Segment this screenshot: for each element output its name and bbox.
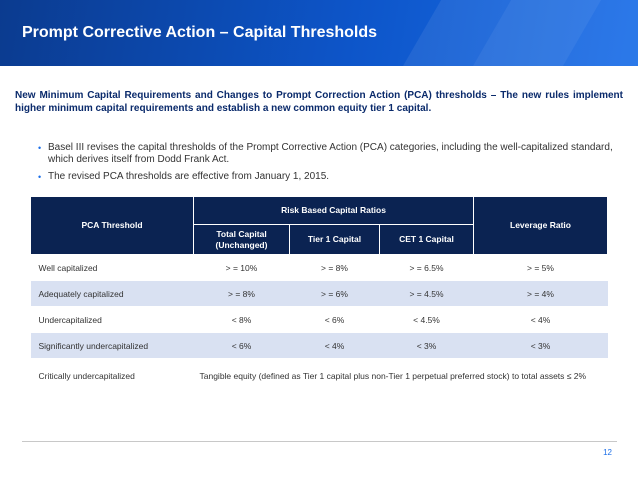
cell-cet1-capital: > = 4.5%	[380, 281, 474, 307]
subheader-total-capital-line2: (Unchanged)	[215, 239, 268, 250]
cell-leverage-ratio: > = 5%	[474, 255, 608, 281]
header-leverage-ratio: Leverage Ratio	[474, 197, 608, 255]
cell-total-capital: < 6%	[194, 333, 290, 359]
cell-total-capital: > = 10%	[194, 255, 290, 281]
bullet-item	[38, 171, 628, 183]
cell-total-capital: < 8%	[194, 307, 290, 333]
cell-cet1-capital: < 3%	[380, 333, 474, 359]
bullet-item	[38, 142, 628, 166]
subheader-total-capital-line1: Total Capital	[216, 228, 267, 239]
row-label: Significantly undercapitalized	[31, 333, 194, 359]
table-row	[31, 307, 608, 333]
table-row	[31, 359, 608, 394]
cell-critical-note: Tangible equity (defined as Tier 1 capital plus non-Tier 1 perpetual preferred stock) to total assets ≤ 2%	[194, 359, 608, 394]
bullet-text: The revised PCA thresholds are effective from January 1, 2015.	[48, 171, 330, 182]
footer-divider	[22, 441, 617, 442]
table-row	[31, 333, 608, 359]
bullet-icon: •	[38, 143, 42, 153]
header-pca-threshold: PCA Threshold	[31, 197, 194, 255]
bullet-list	[38, 142, 628, 188]
row-label: Adequately capitalized	[31, 281, 194, 307]
subheader-cet1-capital: CET 1 Capital	[380, 225, 474, 255]
row-label: Well capitalized	[31, 255, 194, 281]
cell-leverage-ratio: > = 4%	[474, 281, 608, 307]
pca-threshold-table	[30, 196, 608, 394]
cell-total-capital: > = 8%	[194, 281, 290, 307]
cell-tier1-capital: < 4%	[290, 333, 380, 359]
row-label: Undercapitalized	[31, 307, 194, 333]
bullet-text: Basel III revises the capital thresholds of the Prompt Corrective Action (PCA) categories, including the well-capitalized standard, which derives itself from Dodd Frank Act.	[48, 142, 613, 165]
subheader-total-capital	[194, 225, 290, 255]
table-row	[31, 281, 608, 307]
page-number: 12	[603, 448, 612, 457]
cell-cet1-capital: > = 6.5%	[380, 255, 474, 281]
cell-tier1-capital: > = 8%	[290, 255, 380, 281]
cell-leverage-ratio: < 4%	[474, 307, 608, 333]
cell-tier1-capital: < 6%	[290, 307, 380, 333]
header-bar	[0, 0, 638, 66]
subheader-tier1-capital: Tier 1 Capital	[290, 225, 380, 255]
intro-paragraph: New Minimum Capital Requirements and Changes to Prompt Correction Action (PCA) thresholds – The new rules implement higher minimum capital requirements and establish a new common equity tier 1 capital.	[15, 90, 623, 114]
cell-tier1-capital: > = 6%	[290, 281, 380, 307]
bullet-icon: •	[38, 172, 42, 182]
cell-cet1-capital: < 4.5%	[380, 307, 474, 333]
table-row	[31, 255, 608, 281]
cell-leverage-ratio: < 3%	[474, 333, 608, 359]
page-title: Prompt Corrective Action – Capital Thresholds	[22, 24, 378, 41]
row-label: Critically undercapitalized	[31, 359, 194, 394]
header-risk-based-ratios: Risk Based Capital Ratios	[194, 197, 474, 225]
